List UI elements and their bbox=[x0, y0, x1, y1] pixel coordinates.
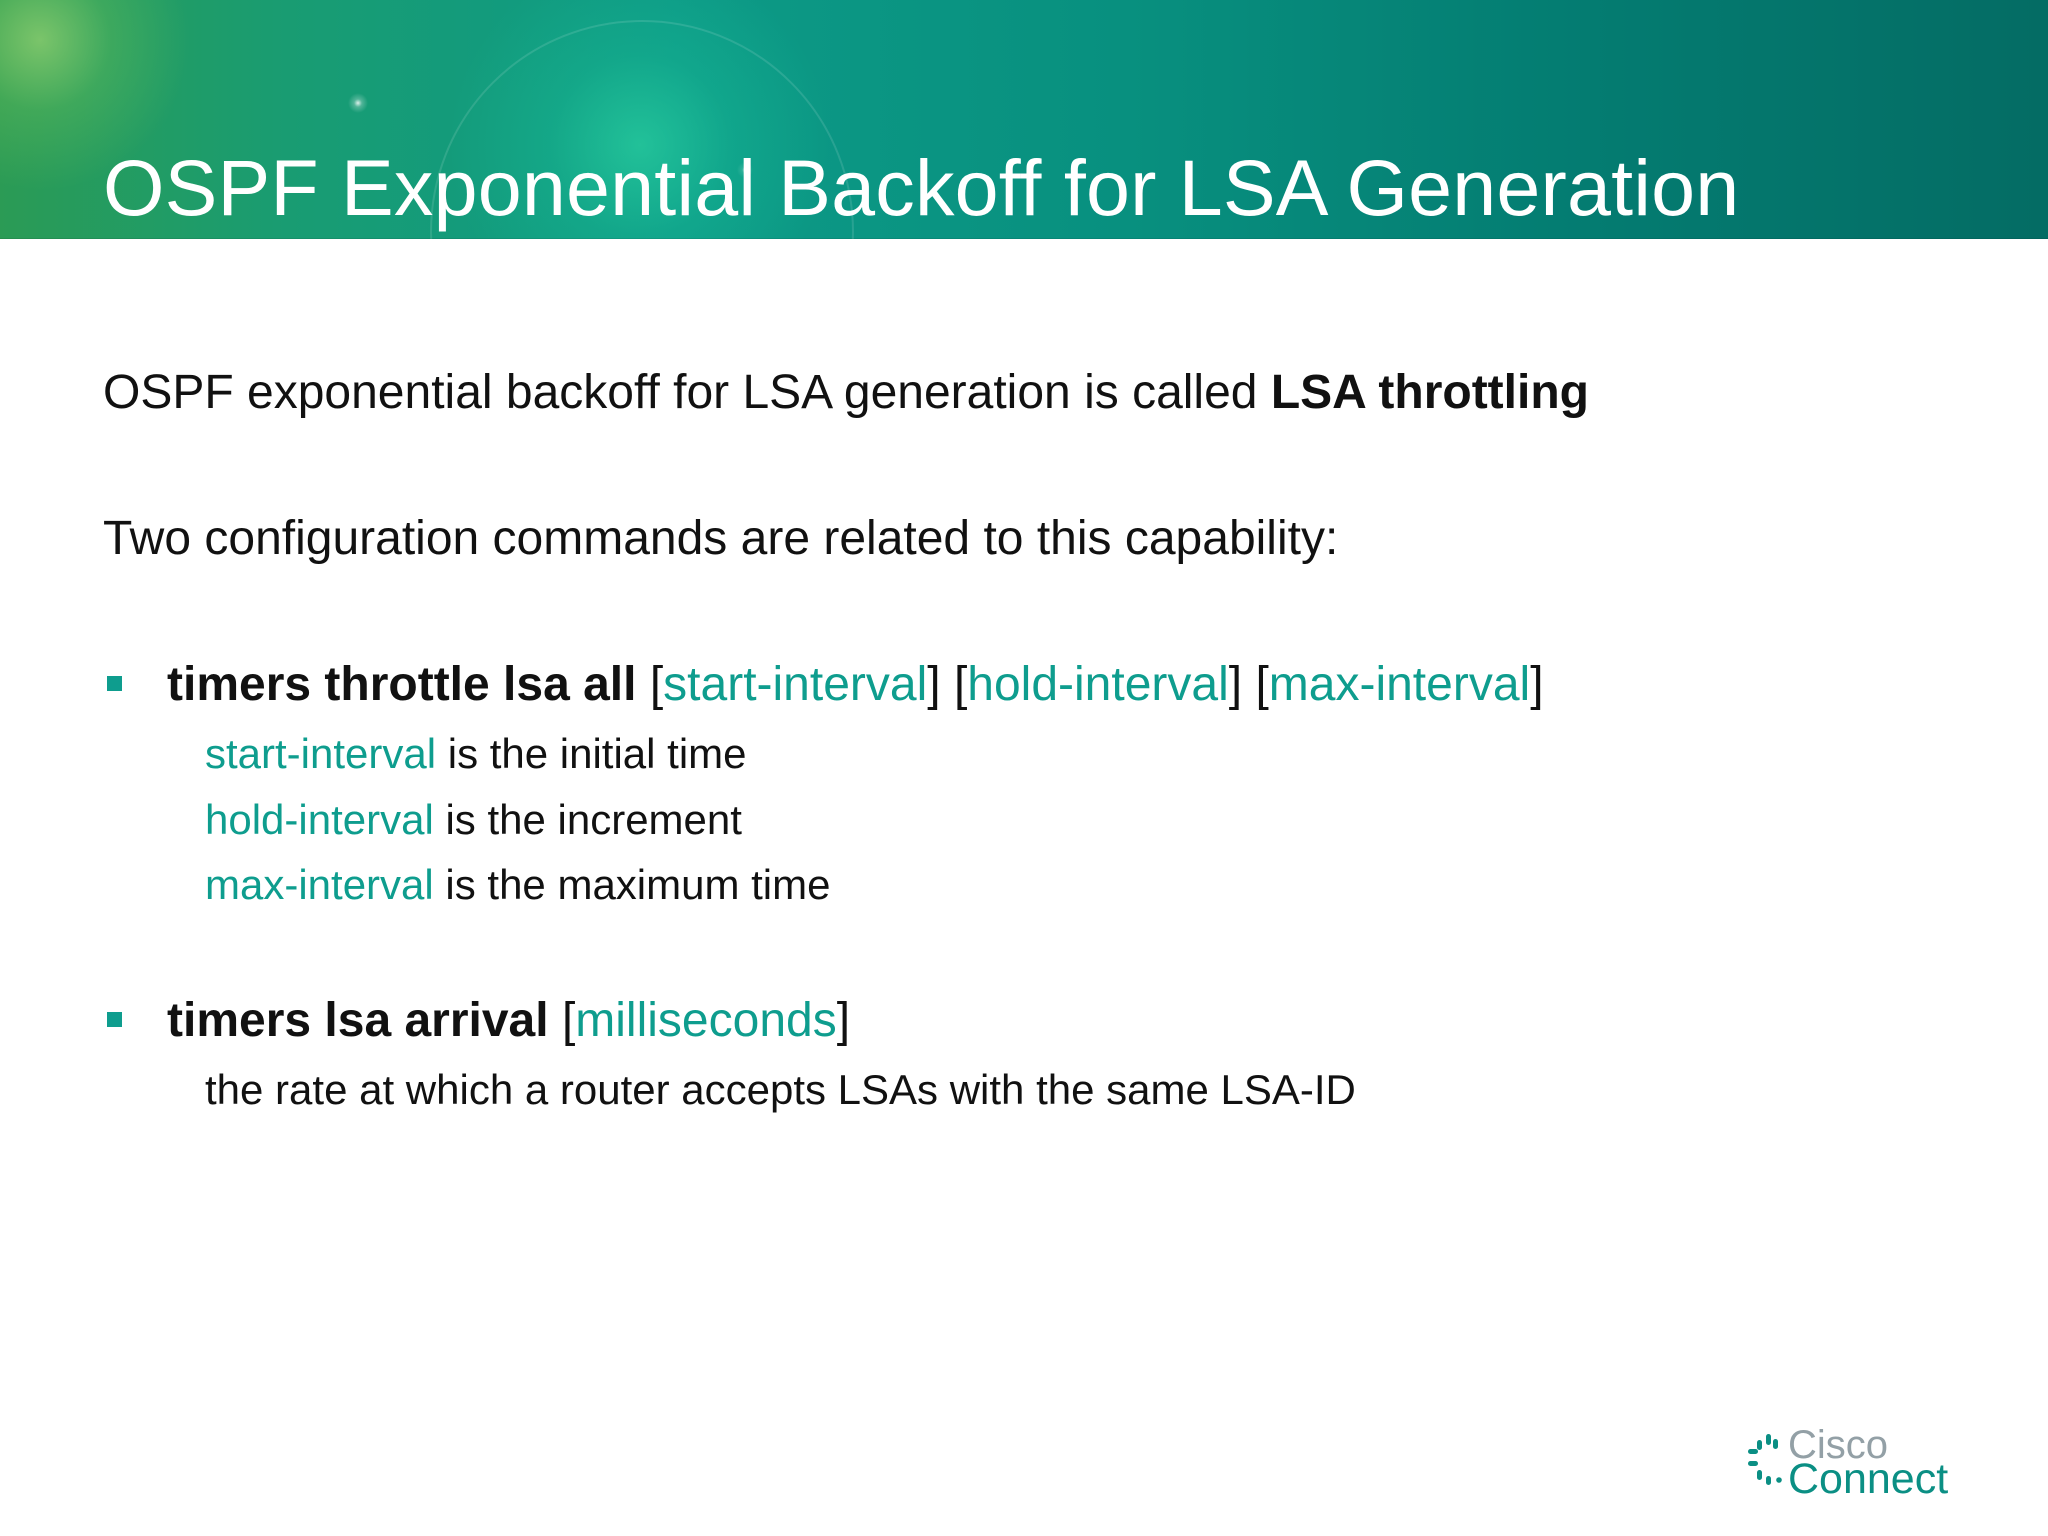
square-bullet-icon bbox=[107, 1012, 122, 1027]
description-text: is the initial time bbox=[436, 730, 747, 777]
bracket-close: ] bbox=[927, 658, 941, 711]
intro-text: OSPF exponential backoff for LSA generation is called bbox=[103, 366, 1271, 419]
description-text: is the maximum time bbox=[433, 861, 831, 908]
bracket-open: [ bbox=[561, 994, 576, 1047]
description-term: start-interval bbox=[205, 730, 437, 777]
brand-line-cisco: Cisco bbox=[1788, 1423, 1889, 1467]
arg-hold-interval: hold-interval bbox=[967, 658, 1229, 711]
description-term: hold-interval bbox=[205, 796, 434, 843]
bracket-open: [ bbox=[1255, 658, 1269, 711]
lead-paragraph: Two configuration commands are related to this capability: bbox=[103, 512, 1339, 565]
bullet-command-throttle bbox=[167, 656, 1544, 714]
description-text: is the increment bbox=[433, 796, 742, 843]
description-term: max-interval bbox=[205, 861, 434, 908]
slide-title: OSPF Exponential Backoff for LSA Generation bbox=[103, 143, 1740, 232]
description-start-interval bbox=[205, 729, 747, 779]
description-hold-interval bbox=[205, 795, 742, 845]
command-throttle-label: timers throttle lsa all bbox=[167, 658, 637, 711]
arg-start-interval: start-interval bbox=[663, 658, 928, 711]
cisco-connect-logo bbox=[1746, 1423, 1951, 1503]
arg-milliseconds: milliseconds bbox=[575, 994, 837, 1047]
bracket-open: [ bbox=[953, 658, 968, 711]
intro-paragraph bbox=[103, 364, 1589, 422]
bracket-open: [ bbox=[649, 658, 664, 711]
brand-line-connect: Connect bbox=[1788, 1455, 1949, 1503]
description-lsa-arrival: the rate at which a router accepts LSAs with the same LSA-ID bbox=[205, 1066, 1356, 1113]
bracket-close: ] bbox=[836, 994, 851, 1047]
bullet-command-arrival bbox=[167, 992, 850, 1050]
header-banner bbox=[0, 0, 2048, 239]
bracket-close: ] bbox=[1228, 658, 1243, 711]
bracket-close: ] bbox=[1530, 658, 1544, 711]
command-arrival-label: timers lsa arrival bbox=[167, 994, 549, 1047]
arg-max-interval: max-interval bbox=[1268, 658, 1531, 711]
square-bullet-icon bbox=[107, 676, 122, 691]
cisco-connect-logo-icon bbox=[1746, 1434, 1784, 1490]
description-max-interval bbox=[205, 860, 830, 910]
intro-bold-term: LSA throttling bbox=[1270, 366, 1589, 419]
